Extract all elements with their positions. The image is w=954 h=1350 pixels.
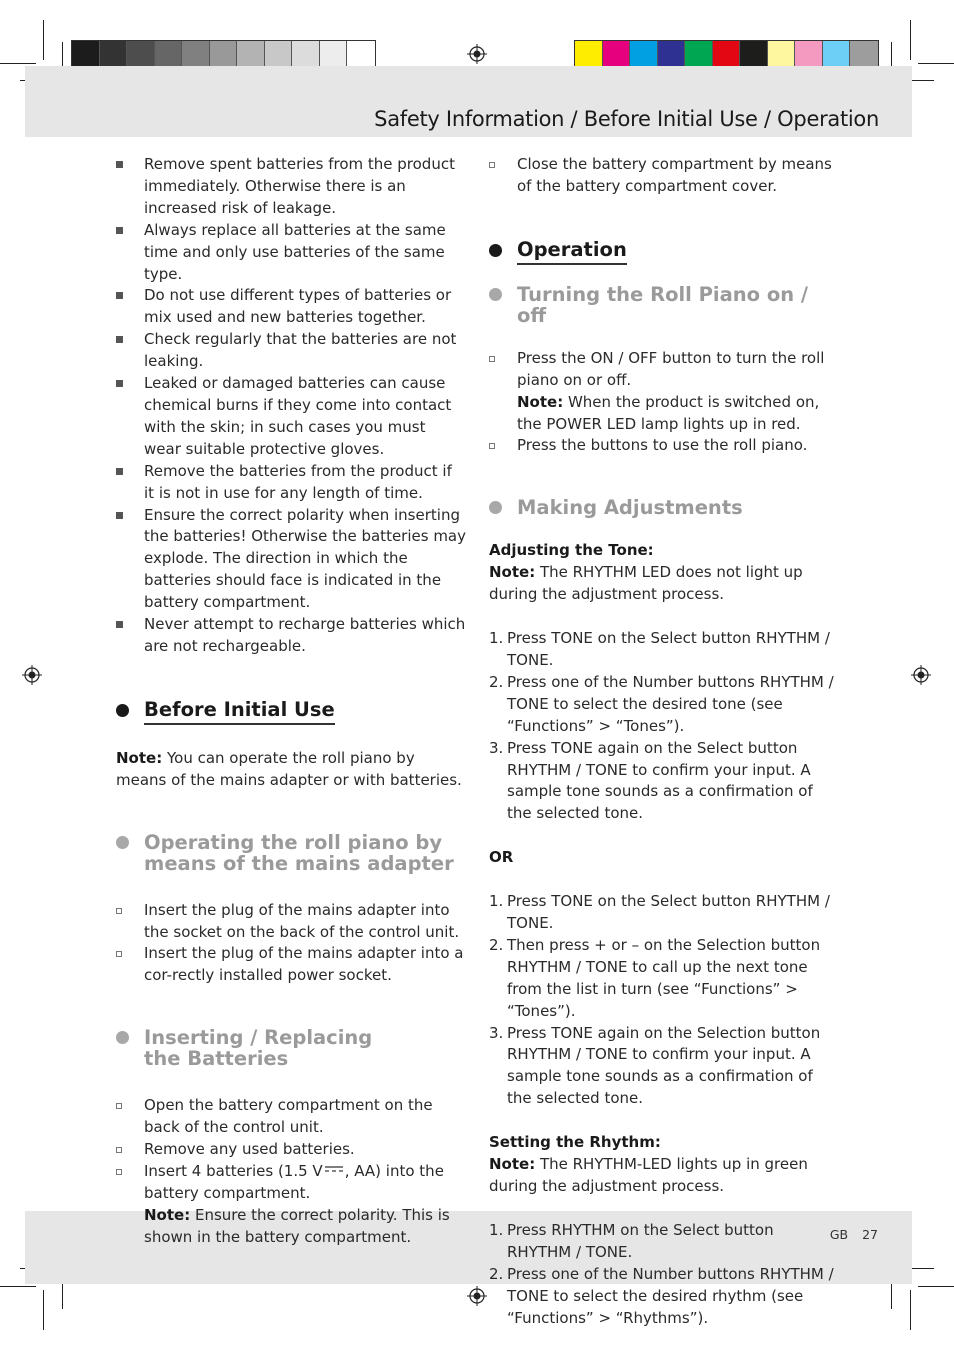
process-color-bar (574, 40, 879, 69)
color-swatch (740, 41, 768, 68)
color-swatch (630, 41, 658, 68)
color-swatch (823, 41, 851, 68)
battery-safety-list (116, 154, 466, 658)
bullet-icon (116, 227, 123, 234)
before-use-note: Note: You can operate the roll piano by means of the mains adapter or with batteries. (116, 748, 462, 789)
list-item: Check regularly that the batteries are not leaking. (116, 329, 466, 373)
grayscale-color-bar (71, 40, 376, 69)
color-swatch (292, 41, 320, 68)
rhythm-steps-list (489, 1220, 841, 1330)
section-heading-operation: Operation (489, 238, 841, 262)
subheading-making-adjustments: Making Adjustments (489, 497, 841, 518)
list-item: Insert the plug of the mains adapter into a cor-rectly installed power socket. (116, 943, 466, 987)
rhythm-note: Note: The RHYTHM-LED lights up in green during the adjustment process. (489, 1155, 808, 1195)
heading-bullet-icon (116, 704, 129, 717)
setting-rhythm-label: Setting the Rhythm: (489, 1133, 661, 1152)
color-swatch (658, 41, 686, 68)
color-swatch (265, 41, 293, 68)
numbered-step: 2. Then press + or – on the Selection button RHYTHM / TONE to call up the next tone from the list in turn (see “Functions” > “Tones”). (489, 935, 821, 1020)
registration-mark-icon (911, 665, 931, 685)
list-item: Remove any used batteries. (116, 1139, 466, 1161)
bullet-icon (116, 908, 122, 914)
heading-bullet-icon (489, 501, 502, 514)
numbered-step: 2. Press one of the Number buttons RHYTHM / TONE to select the desired tone (see “Functions” > “Tones”). (489, 672, 834, 735)
numbered-step: 1. Press RHYTHM on the Select button RHYTHM / TONE. (489, 1220, 774, 1261)
color-swatch (795, 41, 823, 68)
list-item: Open the battery compartment on the back of the control unit. (116, 1095, 466, 1139)
color-swatch (347, 41, 375, 68)
heading-bullet-icon (116, 1031, 129, 1044)
list-item: Do not use different types of batteries or mix used and new batteries together. (116, 285, 466, 329)
list-item: Press the ON / OFF button to turn the roll piano on or off. Note: When the product is switched on, the POWER LED lamp lights up in red. (489, 348, 841, 436)
list-item: Insert 4 batteries (1.5 V , AA) into the battery compartment. Note: Ensure the correct polarity. This is shown in the battery compartment. (116, 1161, 466, 1249)
numbered-step: 3. Press TONE again on the Select button RHYTHM / TONE to confirm your input. A sample tone sounds as a confirmation of the selected tone. (489, 738, 813, 823)
color-swatch (685, 41, 713, 68)
page-header-title: Safety Information / Before Initial Use / Operation (374, 107, 879, 131)
list-item: Insert the plug of the mains adapter into the socket on the back of the control unit. (116, 900, 466, 944)
numbered-step: 1. Press TONE on the Select button RHYTHM / TONE. (489, 892, 830, 933)
list-item: Always replace all batteries at the same time and only use batteries of the same type. (116, 220, 466, 286)
registration-mark-icon (467, 44, 487, 64)
bullet-icon (116, 380, 123, 387)
section-heading-before-initial-use: Before Initial Use (116, 698, 466, 722)
or-label: OR (489, 848, 514, 867)
tone-steps-list (489, 628, 841, 825)
right-column (489, 154, 841, 1329)
color-swatch (237, 41, 265, 68)
list-item: Remove the batteries from the product if it is not in use for any length of time. (116, 461, 466, 505)
numbered-step: 1. Press TONE on the Select button RHYTHM / TONE. (489, 629, 830, 669)
registration-mark-icon (467, 1286, 487, 1306)
color-swatch (850, 41, 878, 68)
page-number: 27 (862, 1227, 878, 1242)
subheading-turning-on-off: Turning the Roll Piano on / off (489, 284, 841, 326)
bullet-icon (116, 621, 123, 628)
color-swatch (768, 41, 796, 68)
tone-note: Note: The RHYTHM LED does not light up during the adjustment process. (489, 563, 803, 604)
left-column (116, 154, 466, 1249)
list-item: Remove spent batteries from the product immediately. Otherwise there is an increased risk of leakage. (116, 154, 466, 220)
list-item: Close the battery compartment by means of the battery compartment cover. (489, 154, 841, 198)
subheading-inserting-batteries: Inserting / Replacing the Batteries (116, 1027, 466, 1069)
color-swatch (100, 41, 128, 68)
adjusting-tone-label: Adjusting the Tone: (489, 541, 654, 560)
list-item: Never attempt to recharge batteries which are not rechargeable. (116, 614, 466, 658)
numbered-step: 2. Press one of the Number buttons RHYTHM / TONE to select the desired rhythm (see “Functions” > “Rhythms”). (489, 1264, 834, 1327)
color-swatch (155, 41, 183, 68)
color-swatch (127, 41, 155, 68)
direct-current-icon (325, 1165, 343, 1173)
color-swatch (182, 41, 210, 68)
list-item: Press the buttons to use the roll piano. (489, 435, 841, 457)
mains-adapter-steps (116, 900, 466, 988)
bullet-icon (116, 336, 123, 343)
language-code: GB (829, 1227, 849, 1242)
color-swatch (72, 41, 100, 68)
bullet-icon (116, 161, 123, 168)
list-item: Leaked or damaged batteries can cause chemical burns if they come into contact with the skin; in such cases you must wear suitable protective gloves. (116, 373, 466, 461)
bullet-icon (116, 292, 123, 299)
subheading-mains-adapter: Operating the roll piano by means of the mains adapter (116, 832, 466, 874)
color-swatch (320, 41, 348, 68)
bullet-icon (116, 951, 122, 957)
heading-bullet-icon (116, 836, 129, 849)
heading-bullet-icon (489, 244, 502, 257)
color-swatch (210, 41, 238, 68)
heading-bullet-icon (489, 288, 502, 301)
color-swatch (603, 41, 631, 68)
bullet-icon (116, 512, 123, 519)
numbered-step: 3. Press TONE again on the Selection button RHYTHM / TONE to confirm your input. A sample tone sounds as a confirmation of the selected tone. (489, 1023, 821, 1108)
registration-mark-icon (22, 665, 42, 685)
color-swatch (713, 41, 741, 68)
list-item: Ensure the correct polarity when inserting the batteries! Otherwise the batteries may explode. The direction in which the batteries should face is indicated in the battery compartment. (116, 505, 466, 615)
color-swatch (575, 41, 603, 68)
tone-steps-alt-list (489, 891, 841, 1110)
bullet-icon (116, 468, 123, 475)
